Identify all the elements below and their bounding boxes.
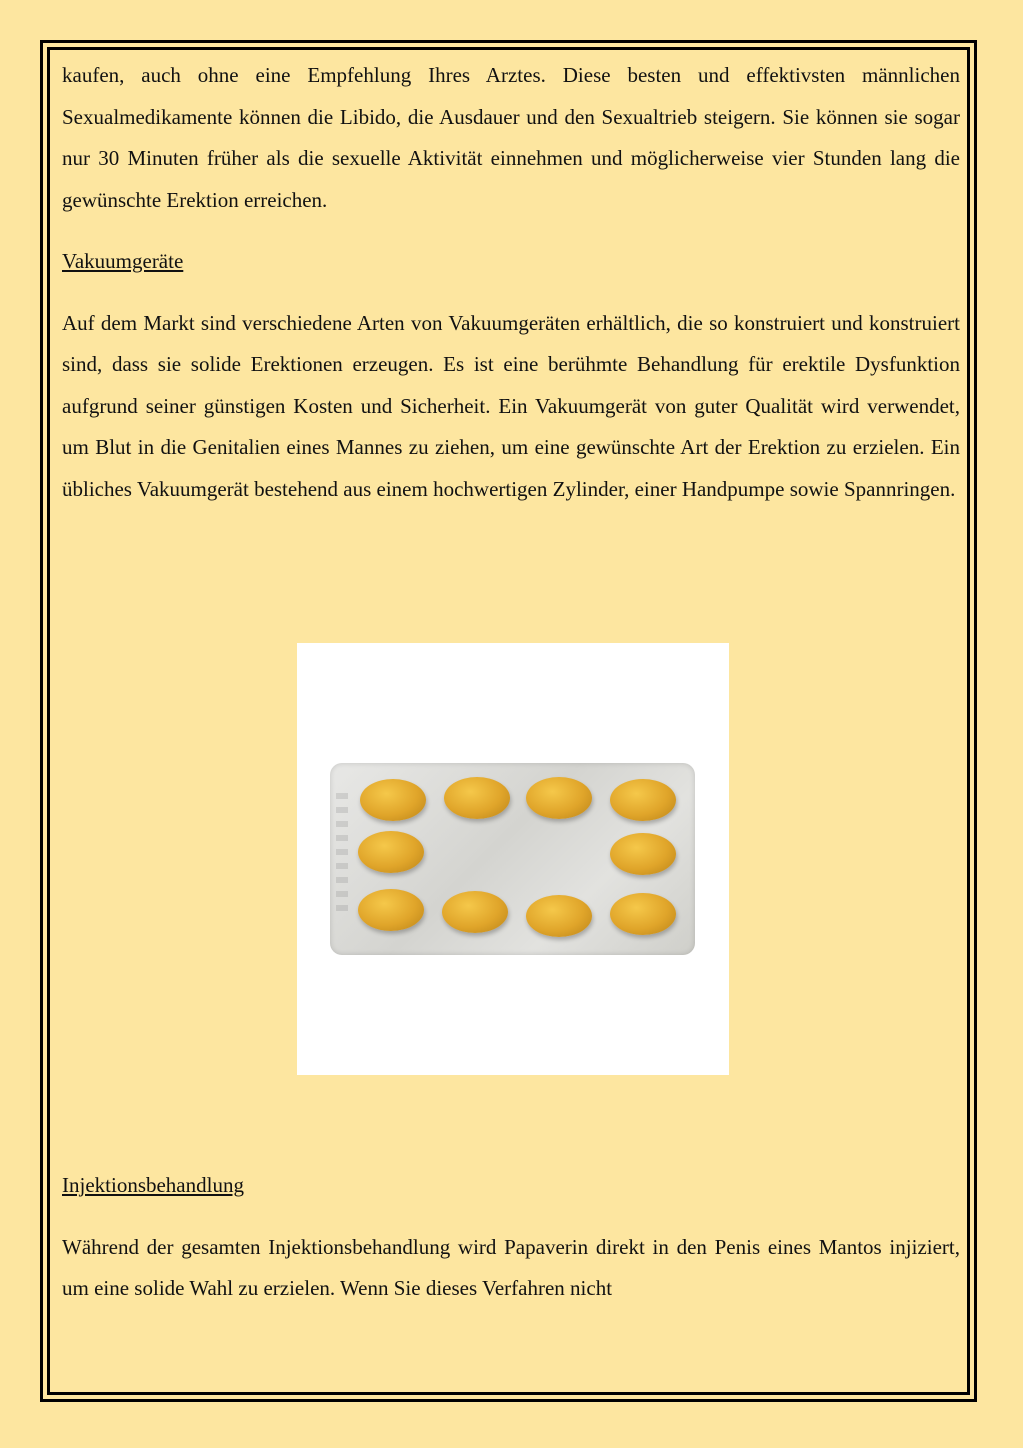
pill xyxy=(358,889,424,931)
pill-blister-pack-image xyxy=(297,643,729,1075)
main-content xyxy=(62,55,960,510)
pill xyxy=(610,779,676,821)
pill xyxy=(358,831,424,873)
pill xyxy=(442,891,508,933)
pill xyxy=(610,893,676,935)
heading-vakuumgeraete: Vakuumgeräte xyxy=(62,249,184,273)
vakuumgeraete-paragraph: Auf dem Markt sind verschiedene Arten von Vakuumgeräten erhältlich, die so konstruiert und konstruiert sind, dass sie solide Erektionen erzeugen. Es ist eine berühmte Behandlung für erektile Dysfunktion aufgrund seiner günstigen Kosten und Sicherheit. Ein Vakuumgerät von guter Qualität wird verwendet, um Blut in die Genitalien eines Mannes zu ziehen, um eine gewünschte Art der Erektion zu erzielen. Ein übliches Vakuumgerät bestehend aus einem hochwertigen Zylinder, einer Handpumpe sowie Spannringen. xyxy=(62,310,960,501)
blister-pack xyxy=(330,763,695,955)
heading-injektionsbehandlung: Injektionsbehandlung xyxy=(62,1173,244,1197)
injection-section xyxy=(62,1165,960,1310)
intro-paragraph: kaufen, auch ohne eine Empfehlung Ihres Arztes. Diese besten und effektivsten männlichen Sexualmedikamente können die Libido, die Ausdauer und den Sexualtrieb steigern. Sie können sie sogar nur 30 Minuten früher als die sexuelle Aktivität einnehmen und möglicherweise vier Stunden lang die gewünschte Erektion erreichen. xyxy=(62,63,960,212)
pill xyxy=(526,777,592,819)
blister-print xyxy=(336,793,348,913)
pill xyxy=(526,895,592,937)
pill xyxy=(360,779,426,821)
pill xyxy=(444,777,510,819)
pill xyxy=(610,833,676,875)
injektionsbehandlung-paragraph: Während der gesamten Injektionsbehandlung wird Papaverin direkt in den Penis eines Mantos injiziert, um eine solide Wahl zu erzielen. Wenn Sie dieses Verfahren nicht xyxy=(62,1234,960,1300)
